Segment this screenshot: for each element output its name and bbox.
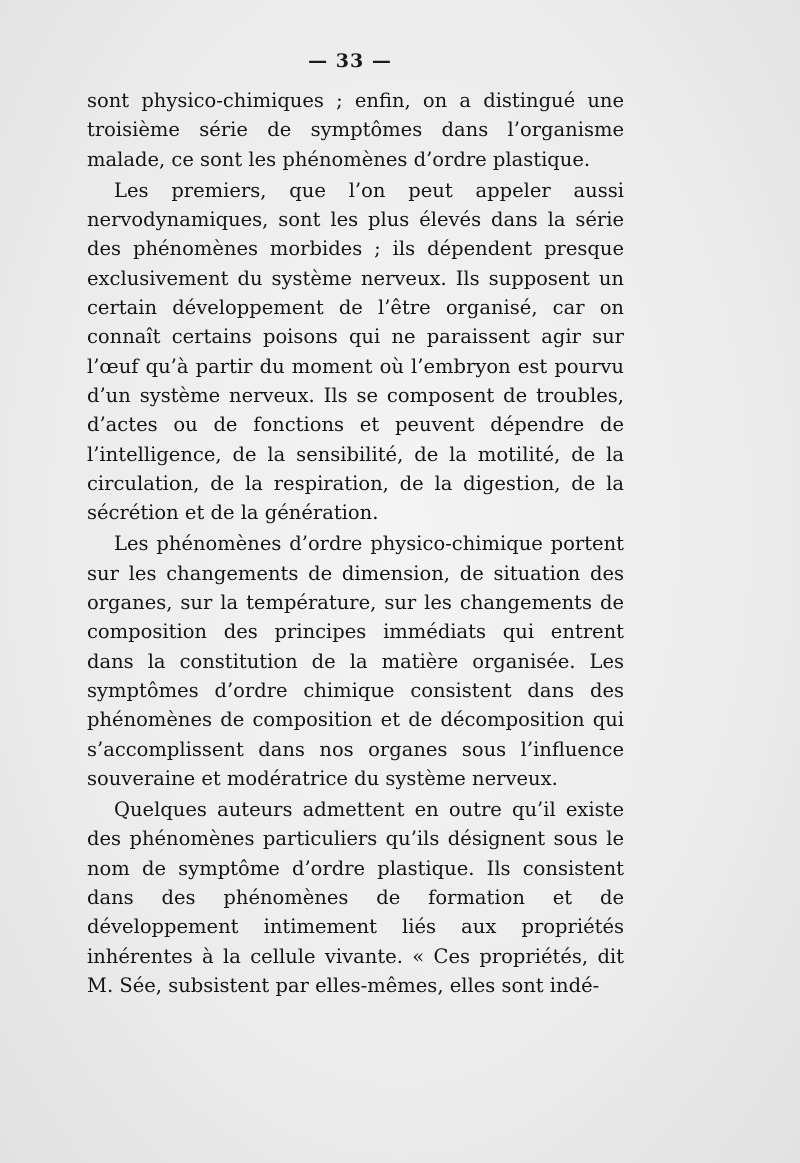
body-text (87, 86, 624, 1000)
paragraph-2: Les premiers, que l’on peut appeler aussi nervodynamiques, sont les plus élevés dans la série des phénomènes morbides ; ils dépendent presque exclusivement du système nerveux. Ils supposent un certain développement de l’être organisé, car on connaît certains poisons qui ne paraissent agir sur l’œuf qu’à partir du moment où l’embryon est pourvu d’un système nerveux. Ils se composent de troubles, d’actes ou de fonctions et peuvent dépendre de l’intelligence, de la sensibilité, de la motilité, de la circulation, de la respiration, de la digestion, de la sécrétion et de la génération. (87, 178, 624, 525)
paragraph-3: Les phénomènes d’ordre physico-chimique portent sur les changements de dimension, de situation des organes, sur la température, sur les changements de composition des principes immédiats qui entrent dans la constitution de la matière organisée. Les symptômes d’ordre chimique consistent dans des phénomènes de composition et de décomposition qui s’accomplissent dans nos organes sous l’influence souveraine et modératrice du système nerveux. (87, 532, 624, 790)
paragraph-1: sont physico-chimiques ; enfin, on a distingué une troisième série de symptômes dans l’organisme malade, ce sont les phénomènes d’ordre plastique. (87, 89, 624, 171)
paragraph-4: Quelques auteurs admettent en outre qu’il existe des phénomènes particuliers qu’ils désignent sous le nom de symptôme d’ordre plastique. Ils consistent dans des phénomènes de formation et de développement intimement liés aux propriétés inhérentes à la cellule vivante. « Ces propriétés, dit M. Sée, subsistent par elles-mêmes, elles sont indé- (87, 798, 624, 997)
page-number: — 33 — (308, 50, 392, 72)
